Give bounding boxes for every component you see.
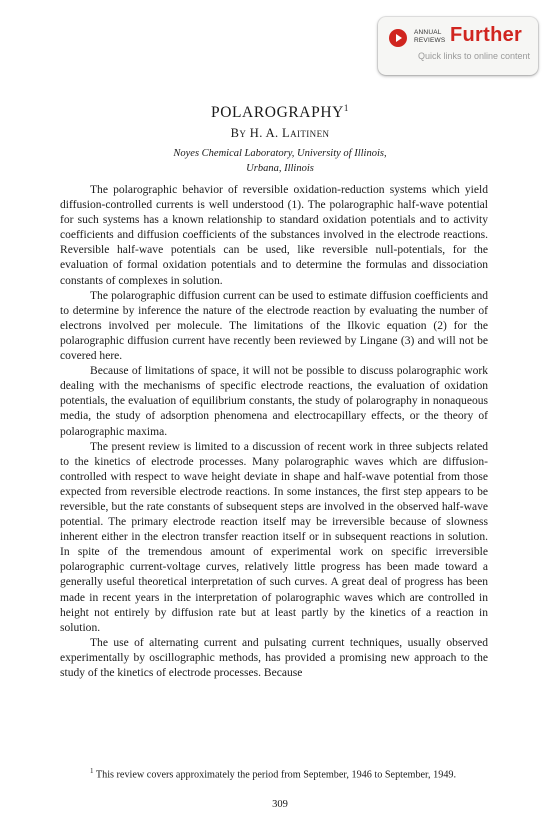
title-footnote-mark[interactable]: 1 (343, 103, 350, 113)
badge-line1: ANNUAL (414, 29, 442, 36)
footnote (60, 764, 488, 782)
article-title (0, 104, 560, 122)
annual-reviews-wordmark (414, 29, 444, 44)
footnote-mark: 1 (90, 767, 94, 775)
paragraph-1: The polarographic behavior of reversible oxidation-reduction systems which yield diffusion-controlled currents is well understood (1). The polarographic half-wave potential for such systems has a known relationship to standard oxidation potentials and to activity coefficients and diffusion coefficients of the substances involved in the electrode reactions. Reversible half-wave potentials can be used, like reversible null-potentials, for the evaluation of formal oxidation potentials and to determine the formulas and dissociation constants of complexes in solution. (60, 184, 488, 287)
affiliation-line-1: Noyes Chemical Laboratory, University of Illinois, (173, 148, 387, 159)
page-number: 309 (272, 799, 288, 810)
affiliation-line-2: Urbana, Illinois (246, 163, 314, 174)
paragraph-2: The polarographic diffusion current can be used to estimate diffusion coefficients and to determine by inference the nature of the electrode reaction by evaluating the number of electrons involved per molecule. The limitations of the Ilkovic equation (2) for the polarographic diffusion current have recently been reviewed by Lingane (3) and will not be covered here. (60, 289, 488, 363)
paragraph-3: Because of limitations of space, it will not be possible to discuss polarographic work dealing with the mechanisms of specific electrode reactions, the evaluation of oxidation potentials, the evaluation of equilibrium constants, the study of polarography in nonaqueous media, the study of adsorption phenomena and electrocapillary effects, or the theory of polarographic maxima. (60, 365, 488, 438)
badge-line2: REVIEWS (414, 36, 446, 44)
further-label: Further (450, 24, 523, 46)
title-text: POLAROGRAPHY (210, 104, 344, 121)
further-link-badge[interactable] (378, 17, 538, 75)
article-byline: By H. A. Laitinen (230, 126, 330, 140)
footnote-text: This review covers approximately the period from September, 1946 to September, 1949. (95, 769, 457, 781)
badge-subtitle: Quick links to online content (418, 51, 531, 61)
paragraph-5: The use of alternating current and pulsating current techniques, usually observed experimentally by oscillographic methods, has provided a promising new approach to the study of the kinetics of electrode processes. Because (60, 636, 488, 679)
article-body (60, 183, 488, 681)
annual-reviews-logo-icon (389, 29, 407, 47)
paragraph-4: The present review is limited to a discussion of recent work in three subjects related to the kinetics of electrode processes. Many polarographic waves which are diffusion-controlled with respect to wave height deviate in shape and half-wave potential from those expected from reversible electrode reactions. In some instances, the first step appears to be reversible, but the rate constants of subsequent steps are involved in the observed half-wave potential. The primary electrode reaction itself may be irreversible because of slowness inherent either in the electron transfer reaction itself or in subsequent reactions in solution. In spite of the tremendous amount of experimental work on specific irreversible polarographic current-voltage curves, relatively little progress has been made toward a generally useful theoretical interpretation of such curves. A great deal of progress has been made in recent years in the interpretation of polarographic waves which are controlled in height not entirely by diffusion rate but at least partly by the kinetics of a reaction in solution. (60, 440, 488, 634)
